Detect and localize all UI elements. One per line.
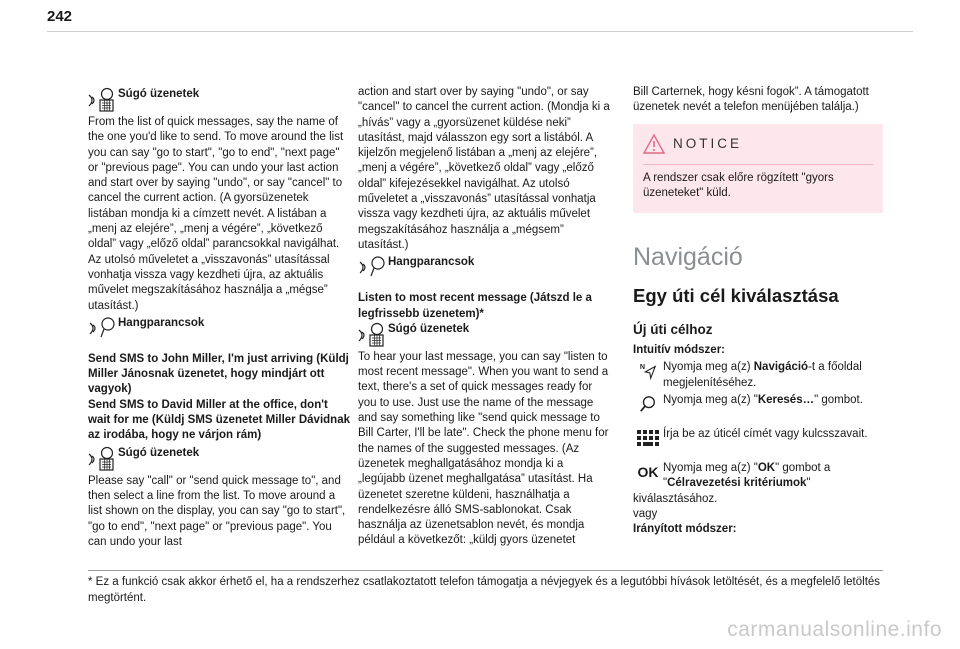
voice-commands-heading [358, 253, 613, 283]
voice-command-icon [88, 316, 118, 340]
svg-text:N: N [639, 362, 646, 372]
voice-help-icon [88, 87, 118, 115]
step-text: Nyomja meg a(z) [663, 361, 754, 374]
voice-help-icon [358, 322, 388, 350]
heading-label: Súgó üzenetek [118, 446, 200, 459]
step-navigation [633, 360, 883, 391]
paragraph: Please say "call" or "send quick message to", and then select a line from the list. To move around a list shown on the display, you can say "go to start", "go to end", "next page" or "previous page". You can undo your last [88, 474, 346, 548]
paragraph: action and start over by saying "undo", or say "cancel" to cancel the current action. (Mondja ki a „hívás” vagy a „gyorsüzenet küldése neki” utasítást, majd válasszon egy sort a listából. A kijelzőn megjelenő listában a „menj az elejére”, „menj a végére”, „következő oldal” vagy „előző oldal” kifejezésekkel navigálhat. Az utolsó műveletet a „visszavonás” utasítással vonhatja vissza vagy kezdheti újra, az aktuális művelet megszakításához használja a „mégsem” utasítást.) [358, 86, 610, 251]
help-messages-heading [358, 320, 613, 350]
voice-commands-heading [88, 314, 350, 344]
step-text: " [806, 477, 811, 490]
step-keyword: Célravezetési kritériumok [667, 477, 807, 490]
heading-label: Súgó üzenetek [118, 88, 200, 100]
paragraph: To hear your last message, you can say "listen to most recent message". When you want to send a text, there's a set of quick messages ready for you to use. Just use the name of the message and say something like "send quick message to Bill Carter, I'll be late". Check the phone menu for the names of the suggested messages. (Az üzenetek meghallgatásához mondja ki a „legújabb üzenet meghallgatása” utasítást. Ha üzenetet szeretne küldeni, használhatja a rendelkezésre álló SMS-sablonokat. Csak használja az üzenetsablon nevét, és mondja például a következőt: „küldj gyors üzenetet [358, 350, 609, 547]
step-text: " gombot a " [663, 462, 831, 490]
heading-label: Hangparancsok [118, 316, 205, 329]
help-messages-heading [88, 85, 350, 115]
heading-label: Hangparancsok [388, 256, 475, 269]
footnote: * Ez a funkció csak akkor érhető el, ha a rendszerhez csatlakoztatott telefon támogatja a névjegyek és a legutóbbi hívások letöltését, és a megfelelő letöltés megtörtént. [88, 576, 881, 604]
paragraph: From the list of quick messages, say the name of the one you'd like to send. To move around the list you can say "go to start", "go to end", "next page" or "previous page". You can undo your last action and start over by saying "undo", or say "cancel" to cancel the current action. (A gyorsüzenetek listában mondja ki a címzett nevét. A listában a „menj az elejére”, „menj a végére”, „következő oldal” vagy „előző oldal” parancsokkal navigálhat. Az utolsó műveletet a „visszavonás” utasítással vonhatja vissza vagy kezdheti újra, az aktuális művelet megszakításához használja a „mégse” utasítást.) [88, 116, 344, 312]
step-search [633, 393, 883, 413]
notice-text: A rendszer csak előre rögzített "gyors üzeneteket" küld. [643, 171, 834, 199]
method-label: Irányított módszer: [633, 523, 737, 536]
step-text: " gombot. [814, 394, 863, 407]
notice-box [633, 124, 883, 214]
navigation-icon [639, 362, 657, 380]
column-3 [633, 85, 883, 538]
voice-command-example: Send SMS to David Miller at the office, don't wait for me (Küldj SMS üzenetet Miller Dávidnak az irodába, hogy ne várjon rám) [88, 398, 350, 442]
step-text: Nyomja meg a(z) " [663, 462, 758, 475]
watermark: carmanualsonline.info [727, 618, 942, 641]
keyboard-icon [636, 429, 660, 447]
step-continuation: kiválasztásához. [633, 492, 718, 505]
step-text: Nyomja meg a(z) " [663, 394, 758, 407]
step-ok [633, 461, 883, 492]
step-keyword: OK [757, 462, 776, 475]
voice-help-icon [88, 446, 118, 474]
footnote-divider [88, 570, 883, 571]
step-text: -t a főoldal megjelenítéséhez. [663, 361, 862, 389]
voice-command-icon [358, 255, 388, 279]
help-messages-heading [88, 444, 350, 474]
header-divider [47, 31, 913, 32]
heading-label: Súgó üzenetek [388, 322, 470, 335]
step-keyboard [633, 427, 883, 447]
paragraph: Bill Carternek, hogy késni fogok”. A támogatott üzenetek nevét a telefon menüjében találja.) [633, 86, 869, 114]
ok-icon: OK [637, 464, 659, 481]
page-number: 242 [47, 8, 73, 25]
section-title: Navigáció [633, 243, 743, 272]
column-2 [358, 85, 613, 549]
step-keyword: Keresés… [757, 394, 815, 407]
or-text: vagy [633, 507, 658, 520]
column-1 [88, 85, 350, 550]
subsection-title: Egy úti cél kiválasztása [633, 285, 839, 307]
step-text: Írja be az úticél címét vagy kulcsszavait. [663, 428, 868, 441]
voice-command-example: Send SMS to John Miller, I'm just arriving (Küldj Miller Jánosnak üzenetet, hogy mindjárt ott vagyok) [88, 352, 349, 396]
method-label: Intuitív módszer: [633, 344, 726, 357]
notice-title: NOTICE [673, 135, 743, 151]
voice-command-example: Listen to most recent message (Játszd le a legfrissebb üzenetem)* [358, 292, 592, 320]
subsubsection-title: Új úti célhoz [633, 322, 713, 338]
search-icon [639, 395, 657, 413]
step-keyword: Navigáció [753, 361, 809, 374]
warning-icon [643, 134, 665, 154]
notice-divider [643, 164, 873, 165]
